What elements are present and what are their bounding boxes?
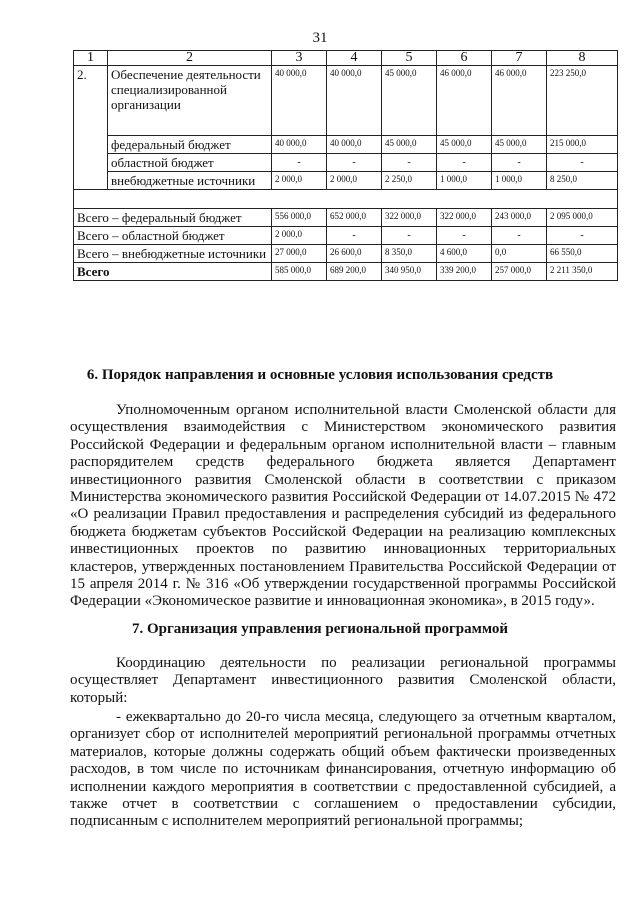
table-row <box>74 154 618 172</box>
table-cell: 2 250,0 <box>382 172 437 190</box>
page-number: 31 <box>312 30 328 46</box>
table-cell: - <box>437 227 492 245</box>
table-cell: 2 000,0 <box>272 227 327 245</box>
table-cell: - <box>327 227 382 245</box>
table-cell: 2 000,0 <box>272 172 327 190</box>
table-cell: - <box>547 154 618 172</box>
table-row <box>74 209 618 227</box>
grand-total-label: Всего <box>74 263 272 281</box>
table-cell: 322 000,0 <box>437 209 492 227</box>
table-cell: 223 250,0 <box>547 66 618 136</box>
table-cell: 652 000,0 <box>327 209 382 227</box>
table-cell: 689 200,0 <box>327 263 382 281</box>
total-label: Всего – внебюджетные источники <box>74 245 272 263</box>
table-cell: 340 950,0 <box>382 263 437 281</box>
table-cell: 40 000,0 <box>327 136 382 154</box>
table-cell: 45 000,0 <box>437 136 492 154</box>
table-spacer-row <box>74 190 618 209</box>
table-cell: 339 200,0 <box>437 263 492 281</box>
table-cell: 46 000,0 <box>437 66 492 136</box>
header-cell: 5 <box>382 51 437 66</box>
header-cell: 3 <box>272 51 327 66</box>
header-cell: 8 <box>547 51 618 66</box>
table-cell: 45 000,0 <box>492 136 547 154</box>
table-cell: 45 000,0 <box>382 66 437 136</box>
table-cell: 257 000,0 <box>492 263 547 281</box>
table-cell: 585 000,0 <box>272 263 327 281</box>
table-cell: 40 000,0 <box>272 66 327 136</box>
section-7-heading: 7. Организация управления региональной программой <box>131 621 509 637</box>
table-row <box>74 245 618 263</box>
table-cell: - <box>382 227 437 245</box>
item-name: Обеспечение деятельности специализированной организации <box>108 66 272 136</box>
table-cell: - <box>272 154 327 172</box>
table-cell: 2 000,0 <box>327 172 382 190</box>
table-cell: 556 000,0 <box>272 209 327 227</box>
budget-table <box>73 50 618 281</box>
table-cell: - <box>382 154 437 172</box>
table-cell: - <box>492 227 547 245</box>
header-cell: 2 <box>108 51 272 66</box>
table-cell: - <box>492 154 547 172</box>
section-6-paragraph: Уполномоченным органом исполнительной власти Смоленской области для осуществления взаимодействия с Министерством экономического развития Российской Федерации и федеральным органом исполнительной власти – главным распорядителем средств федерального бюджета является Департамент инвестиционного развития Смоленской области в соответствии с приказом Министерства экономического развития Российской Федерации от 14.07.2015 № 472 «О реализации Правил предоставления и распределения субсидий из федерального бюджета бюджетам субъектов Российской Федерации на реализацию комплексных инвестиционных проектов по развитию инновационных территориальных кластеров, утвержденных постановлением Правительства Российской Федерации от 15 апреля 2014 г. № 316 «Об утверждении государственной программы Российской Федерации «Экономическое развитие и инновационная экономика», в 2015 году». <box>70 402 616 610</box>
table-row <box>74 263 618 281</box>
table-cell: 27 000,0 <box>272 245 327 263</box>
table-cell: 8 350,0 <box>382 245 437 263</box>
header-cell: 1 <box>74 51 108 66</box>
table-cell: 46 000,0 <box>492 66 547 136</box>
table-row <box>74 136 618 154</box>
spacer-cell <box>74 190 618 209</box>
table-cell: 45 000,0 <box>382 136 437 154</box>
header-cell: 7 <box>492 51 547 66</box>
table-cell: 4 600,0 <box>437 245 492 263</box>
header-cell: 6 <box>437 51 492 66</box>
table-cell: 1 000,0 <box>492 172 547 190</box>
item-number: 2. <box>74 66 108 190</box>
row-label: внебюджетные источники <box>108 172 272 190</box>
table-row <box>74 66 618 136</box>
table-cell: 2 095 000,0 <box>547 209 618 227</box>
row-label: федеральный бюджет <box>108 136 272 154</box>
section-6-heading: 6. Порядок направления и основные условия использования средств <box>86 367 554 383</box>
row-label: областной бюджет <box>108 154 272 172</box>
table-cell: 215 000,0 <box>547 136 618 154</box>
table-cell: - <box>437 154 492 172</box>
table-cell: 40 000,0 <box>327 66 382 136</box>
table-cell: 66 550,0 <box>547 245 618 263</box>
total-label: Всего – федеральный бюджет <box>74 209 272 227</box>
table-cell: 26 600,0 <box>327 245 382 263</box>
total-label: Всего – областной бюджет <box>74 227 272 245</box>
header-cell: 4 <box>327 51 382 66</box>
table-cell: - <box>547 227 618 245</box>
table-header-row <box>74 51 618 66</box>
table-cell: - <box>327 154 382 172</box>
section-7-paragraph: Координацию деятельности по реализации региональной программы осуществляет Департамент инвестиционного развития Смоленской области, который: <box>70 655 616 706</box>
table-cell: 1 000,0 <box>437 172 492 190</box>
table-cell: 0,0 <box>492 245 547 263</box>
section-7-list-item: - ежеквартально до 20-го числа месяца, следующего за отчетным кварталом, организует сбор от исполнителей мероприятий региональной программы отчетных материалов, которые должны содержать общий объем фактически произведенных расходов, в том числе по источникам финансирования, отчетную информацию об исполнении каждого мероприятия в соответствии с предоставленной субсидией, а также отчет в соответствии с соглашением о предоставлении субсидии, подписанным с исполнителем мероприятий региональной программы; <box>70 709 616 830</box>
table-cell: 243 000,0 <box>492 209 547 227</box>
table-row <box>74 227 618 245</box>
table-cell: 40 000,0 <box>272 136 327 154</box>
table-row <box>74 172 618 190</box>
table-cell: 2 211 350,0 <box>547 263 618 281</box>
table-cell: 322 000,0 <box>382 209 437 227</box>
table-cell: 8 250,0 <box>547 172 618 190</box>
